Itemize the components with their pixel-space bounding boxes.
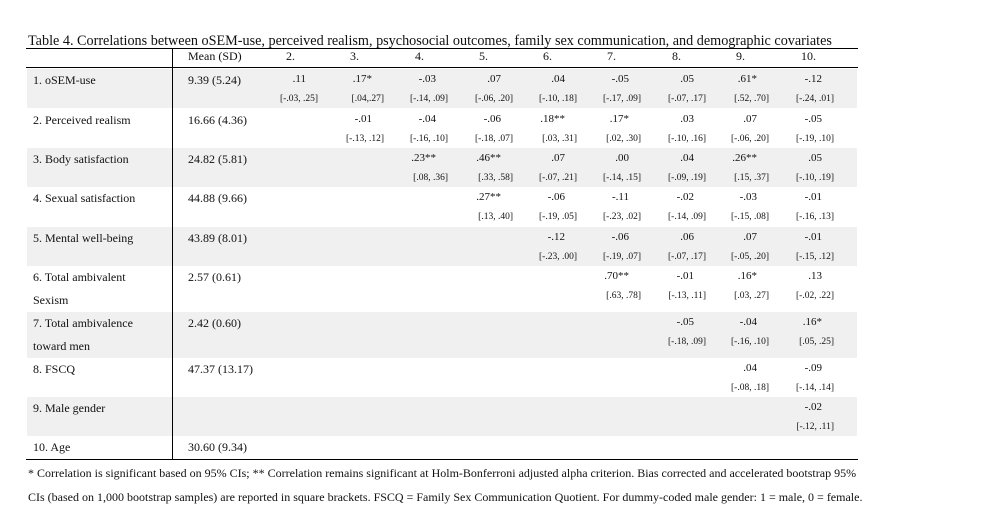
row-label: 6. Total ambivalent bbox=[33, 270, 126, 284]
confidence-interval: [-.19, .10] bbox=[796, 134, 834, 144]
correlation-value: .11 bbox=[292, 73, 306, 85]
confidence-interval: [-.09, .19] bbox=[668, 173, 706, 183]
correlation-value: -.03 bbox=[418, 73, 436, 85]
confidence-interval: [-.16, .10] bbox=[731, 337, 769, 347]
confidence-interval: [.05, .25] bbox=[799, 337, 834, 347]
row-label: toward men bbox=[33, 339, 90, 353]
confidence-interval: [.04,.27] bbox=[351, 94, 384, 104]
header-col-3: 3. bbox=[350, 49, 359, 63]
confidence-interval: [-.07, .17] bbox=[668, 94, 706, 104]
correlation-value: .23** bbox=[411, 152, 436, 164]
correlation-value: .05 bbox=[680, 73, 694, 85]
row-mean-sd: 2.57 (0.61) bbox=[188, 270, 241, 284]
correlation-value: -.12 bbox=[547, 231, 565, 243]
confidence-interval: [-.23, .00] bbox=[539, 252, 577, 262]
confidence-interval: [-.03, .25] bbox=[280, 94, 318, 104]
confidence-interval: [-.16, .13] bbox=[796, 212, 834, 222]
row-shading bbox=[27, 312, 857, 358]
confidence-interval: [-.13, .12] bbox=[346, 134, 384, 144]
row-mean-sd: 16.66 (4.36) bbox=[188, 113, 247, 127]
table-header-rule bbox=[26, 67, 858, 68]
row-label: 9. Male gender bbox=[33, 401, 106, 415]
confidence-interval: [.63, .78] bbox=[606, 291, 641, 301]
correlation-value: .00 bbox=[615, 152, 629, 164]
correlation-value: .07 bbox=[743, 231, 757, 243]
header-col-9: 9. bbox=[736, 49, 745, 63]
correlation-value: .70** bbox=[604, 270, 629, 282]
confidence-interval: [.33, .58] bbox=[478, 173, 513, 183]
row-label: 4. Sexual satisfaction bbox=[33, 191, 136, 205]
confidence-interval: [-.07, .17] bbox=[668, 252, 706, 262]
correlation-value: -.11 bbox=[611, 191, 629, 203]
correlation-value: .04 bbox=[680, 152, 694, 164]
row-label: 10. Age bbox=[33, 440, 71, 454]
row-label: Sexism bbox=[33, 293, 69, 307]
correlation-value: -.01 bbox=[804, 191, 822, 203]
confidence-interval: [-.15, .08] bbox=[731, 212, 769, 222]
confidence-interval: [-.14, .14] bbox=[796, 383, 834, 393]
correlation-value: .16* bbox=[802, 316, 822, 328]
confidence-interval: [.13, .40] bbox=[478, 212, 513, 222]
confidence-interval: [.08, .36] bbox=[413, 173, 448, 183]
confidence-interval: [-.19, .05] bbox=[539, 212, 577, 222]
correlation-value: .06 bbox=[680, 231, 694, 243]
table-top-rule bbox=[26, 48, 858, 49]
header-col-7: 7. bbox=[607, 49, 616, 63]
correlation-value: -.04 bbox=[418, 113, 436, 125]
correlation-value: -.01 bbox=[354, 113, 372, 125]
confidence-interval: [.02, .30] bbox=[606, 134, 641, 144]
row-mean-sd: 2.42 (0.60) bbox=[188, 316, 241, 330]
correlation-value: .07 bbox=[551, 152, 565, 164]
row-label: 8. FSCQ bbox=[33, 362, 76, 376]
confidence-interval: [-.16, .10] bbox=[410, 134, 448, 144]
confidence-interval: [-.14, .15] bbox=[603, 173, 641, 183]
header-col-8: 8. bbox=[672, 49, 681, 63]
correlation-value: -.06 bbox=[547, 191, 565, 203]
table-title: Table 4. Correlations between oSEM-use, perceived realism, psychosocial outcomes, family sex communication, and demographic covariates bbox=[28, 33, 832, 49]
confidence-interval: [-.18, .07] bbox=[475, 134, 513, 144]
confidence-interval: [-.10, .16] bbox=[668, 134, 706, 144]
row-mean-sd: 47.37 (13.17) bbox=[188, 362, 253, 376]
correlation-value: -.02 bbox=[676, 191, 694, 203]
confidence-interval: [.15, .37] bbox=[734, 173, 769, 183]
correlation-value: .26** bbox=[732, 152, 757, 164]
header-col-5: 5. bbox=[479, 49, 488, 63]
confidence-interval: [-.06, .20] bbox=[731, 134, 769, 144]
confidence-interval: [-.13, .11] bbox=[668, 291, 706, 301]
confidence-interval: [-.23, .02] bbox=[603, 212, 641, 222]
correlation-value: -.01 bbox=[804, 231, 822, 243]
row-mean-sd: 9.39 (5.24) bbox=[188, 73, 241, 87]
confidence-interval: [-.12, .11] bbox=[796, 422, 834, 432]
confidence-interval: [-.14, .09] bbox=[410, 94, 448, 104]
correlation-value: .04 bbox=[551, 73, 565, 85]
correlation-value: -.04 bbox=[739, 316, 757, 328]
header-mean-sd: Mean (SD) bbox=[188, 49, 242, 63]
header-col-10: 10. bbox=[801, 49, 816, 63]
correlation-value: .17* bbox=[352, 73, 372, 85]
header-col-6: 6. bbox=[543, 49, 552, 63]
correlation-value: -.05 bbox=[676, 316, 694, 328]
row-mean-sd: 24.82 (5.81) bbox=[188, 152, 247, 166]
correlation-value: -.02 bbox=[804, 401, 822, 413]
correlation-value: -.06 bbox=[611, 231, 629, 243]
confidence-interval: [-.18, .09] bbox=[668, 337, 706, 347]
row-label: 7. Total ambivalence bbox=[33, 316, 133, 330]
header-col-2: 2. bbox=[286, 49, 295, 63]
confidence-interval: [-.14, .09] bbox=[668, 212, 706, 222]
confidence-interval: [-.02, .22] bbox=[796, 291, 834, 301]
correlation-value: -.03 bbox=[739, 191, 757, 203]
correlation-value: .03 bbox=[680, 113, 694, 125]
correlation-value: -.01 bbox=[676, 270, 694, 282]
row-label: 5. Mental well-being bbox=[33, 231, 134, 245]
header-col-4: 4. bbox=[415, 49, 424, 63]
row-label: 2. Perceived realism bbox=[33, 113, 131, 127]
correlation-value: -.06 bbox=[483, 113, 501, 125]
confidence-interval: [.52, .70] bbox=[734, 94, 769, 104]
correlation-value: .61* bbox=[737, 73, 757, 85]
row-mean-sd: 30.60 (9.34) bbox=[188, 440, 247, 454]
correlation-value: .07 bbox=[487, 73, 501, 85]
correlation-value: .17* bbox=[609, 113, 629, 125]
table-bottom-rule bbox=[26, 459, 858, 460]
correlation-value: .04 bbox=[743, 362, 757, 374]
confidence-interval: [-.05, .20] bbox=[731, 252, 769, 262]
correlation-value: .18** bbox=[540, 113, 565, 125]
confidence-interval: [-.24, .01] bbox=[796, 94, 834, 104]
confidence-interval: [-.06, .20] bbox=[475, 94, 513, 104]
row-label: 3. Body satisfaction bbox=[33, 152, 129, 166]
confidence-interval: [.03, .27] bbox=[734, 291, 769, 301]
confidence-interval: [-.10, .18] bbox=[539, 94, 577, 104]
confidence-interval: [-.17, .09] bbox=[603, 94, 641, 104]
correlation-value: -.05 bbox=[804, 113, 822, 125]
correlation-value: .13 bbox=[808, 270, 822, 282]
correlation-value: .27** bbox=[476, 191, 501, 203]
correlation-value: -.12 bbox=[804, 73, 822, 85]
correlation-value: -.09 bbox=[804, 362, 822, 374]
correlation-value: .07 bbox=[743, 113, 757, 125]
row-label: 1. oSEM-use bbox=[33, 73, 96, 87]
correlation-value: .46** bbox=[476, 152, 501, 164]
row-shading bbox=[27, 397, 857, 436]
table-vertical-rule bbox=[172, 48, 173, 459]
correlation-value: .16* bbox=[737, 270, 757, 282]
confidence-interval: [-.10, .19] bbox=[796, 173, 834, 183]
table-note-line-1: * Correlation is significant based on 95% CIs; ** Correlation remains significant at Holm-Bonferroni adjusted alpha criterion. Bias corrected and accelerated bootstrap 95% bbox=[28, 466, 857, 480]
confidence-interval: [-.07, .21] bbox=[539, 173, 577, 183]
row-mean-sd: 44.88 (9.66) bbox=[188, 191, 247, 205]
confidence-interval: [.03, .31] bbox=[542, 134, 577, 144]
row-mean-sd: 43.89 (8.01) bbox=[188, 231, 247, 245]
correlation-value: -.05 bbox=[611, 73, 629, 85]
table-note-line-2: CIs (based on 1,000 bootstrap samples) are reported in square brackets. FSCQ = Family Sex Communication Quotient. For dummy-coded male gender: 1 = male, 0 = female. bbox=[28, 490, 863, 504]
confidence-interval: [-.08, .18] bbox=[731, 383, 769, 393]
correlation-value: .05 bbox=[808, 152, 822, 164]
confidence-interval: [-.15, .12] bbox=[796, 252, 834, 262]
confidence-interval: [-.19, .07] bbox=[603, 252, 641, 262]
